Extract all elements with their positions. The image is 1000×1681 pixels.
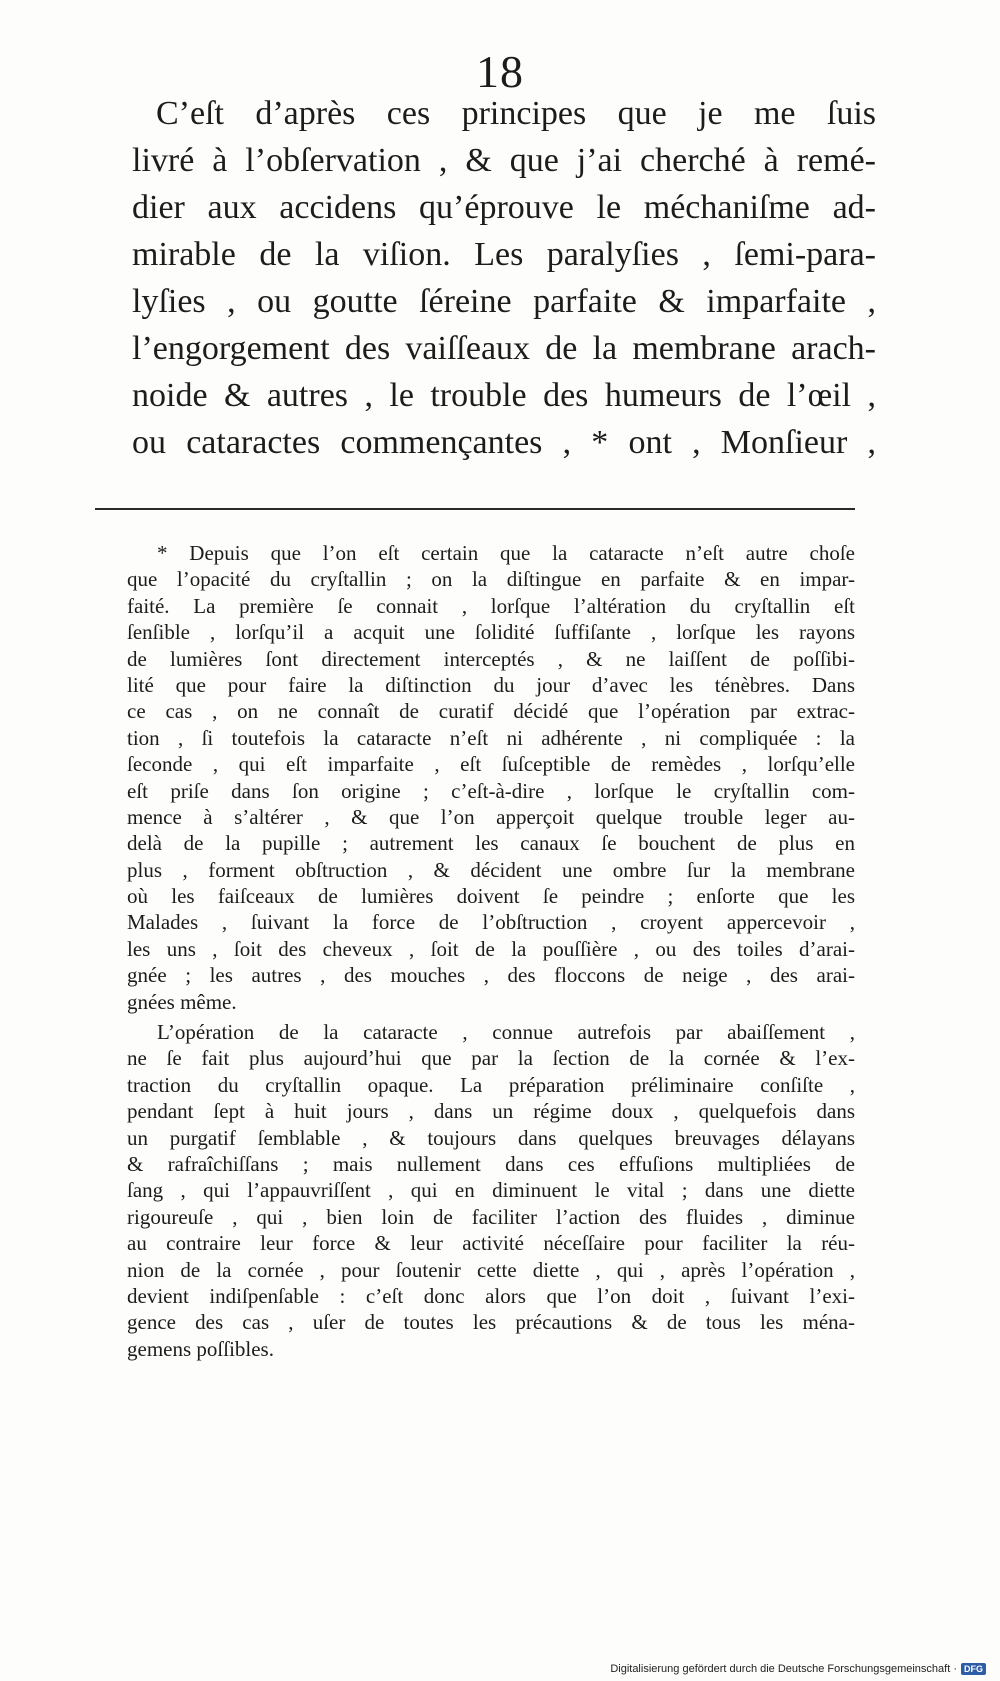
main-text-line: ou cataractes commençantes , * ont , Monſieur , [132,424,876,461]
footnote-line: L’opération de la cataracte , connue autrefois par abaiſſement , [157,1020,855,1045]
footnote-line: ne ſe fait plus aujourd’hui que par la ſection de la cornée & l’ex- [127,1046,855,1071]
footnote-line: mence à s’altérer , & que l’on apperçoit quelque trouble leger au- [127,804,855,829]
footnote-line: plus , forment obſtruction , & décident une ombre ſur la membrane [127,857,855,882]
footnote-line: ſang , qui l’appauvriſſent , qui en diminuent le vital ; dans une diette [127,1178,855,1203]
footnote-line: nion de la cornée , pour ſoutenir cette diette , qui , après l’opération , [127,1257,855,1282]
footnote-line: au contraire leur force & leur activité néceſſaire pour faciliter la réu- [127,1231,855,1256]
main-text-line: C’eſt d’après ces principes que je me ſuis [156,95,876,132]
footnote-line: où les faiſceaux de lumières doivent ſe peindre ; enſorte que les [127,884,855,909]
footnote-line: ſenſible , lorſqu’il a acquit une ſolidité ſuffiſante , lorſque les rayons [127,620,855,645]
footnote-line: traction du cryſtallin opaque. La préparation préliminaire conſiſte , [127,1072,855,1097]
footnote-line: pendant ſept à huit jours , dans un régime doux , quelquefois dans [127,1099,855,1124]
footnote-line: devient indiſpenſable : c’eſt donc alors que l’on doit , ſuivant l’exi- [127,1283,855,1308]
main-text-line: lyſies , ou goutte ſéreine parfaite & imparfaite , [132,283,876,320]
footnote-line: rigoureuſe , qui , bien loin de faciliter l’action des fluides , diminue [127,1204,855,1229]
footnote-line: gnées même. [127,989,237,1014]
footnote-line: delà de la pupille ; autrement les canaux ſe bouchent de plus en [127,831,855,856]
digitization-credit [610,1663,986,1675]
footnote-line: ce cas , on ne connaît de curatif décidé que l’opération par extrac- [127,699,855,724]
footnote-line: ſeconde , qui eſt imparfaite , eſt ſuſceptible de remèdes , lorſqu’elle [127,752,855,777]
footnote-line: de lumières ſont directement interceptés , & ne laiſſent de poſſibi- [127,646,855,671]
footnote-line: * Depuis que l’on eſt certain que la cataracte n’eſt autre choſe [157,541,855,565]
digitization-credit-text: Digitalisierung gefördert durch die Deutsche Forschungsgemeinschaft · [610,1663,957,1675]
main-text-line: mirable de la viſion. Les paralyſies , ſemi-para- [132,236,876,273]
page-number: 18 [476,46,524,97]
footnote-line: gnée ; les autres , des mouches , des floccons de neige , des arai- [127,963,855,988]
footnote-line: faité. La première ſe connait , lorſque l’altération du cryſtallin eſt [127,593,855,618]
main-text-line: l’engorgement des vaiſſeaux de la membrane arach- [132,330,876,367]
footnote-line: que l’opacité du cryſtallin ; on la diſtingue en parfaite & en impar- [127,567,855,592]
main-text-block [132,90,876,466]
main-text-line: noide & autres , le trouble des humeurs de l’œil , [132,377,876,414]
footnote-line: tion , ſi toutefois la cataracte n’eſt ni adhérente , ni compliquée : la [127,725,855,750]
main-text-line: livré à l’obſervation , & que j’ai cherché à remé- [132,142,876,179]
footnote-line: gence des cas , uſer de toutes les précautions & de tous les ména- [127,1310,855,1335]
footnote-line: eſt priſe dans ſon origine ; c’eſt-à-dire , lorſque le cryſtallin com- [127,778,855,803]
footnote-line: & rafraîchiſſans ; mais nullement dans ces effuſions multipliées de [127,1151,855,1176]
main-text-line: dier aux accidens qu’éprouve le méchaniſme ad- [132,189,876,226]
footnote-line: un purgatif ſemblable , & toujours dans quelques breuvages délayans [127,1125,855,1150]
footnote-block [127,540,855,1362]
footnote-line: les uns , ſoit des cheveux , ſoit de la pouſſière , ou des toiles d’arai- [127,936,855,961]
footnote-separator-rule [95,508,855,510]
footnote-line: lité que pour faire la diſtinction du jour d’avec les ténèbres. Dans [127,672,855,697]
footnote-line: gemens poſſibles. [127,1336,274,1361]
footnote-line: Malades , ſuivant la force de l’obſtruction , croyent appercevoir , [127,910,855,935]
dfg-logo: DFG [961,1663,986,1675]
